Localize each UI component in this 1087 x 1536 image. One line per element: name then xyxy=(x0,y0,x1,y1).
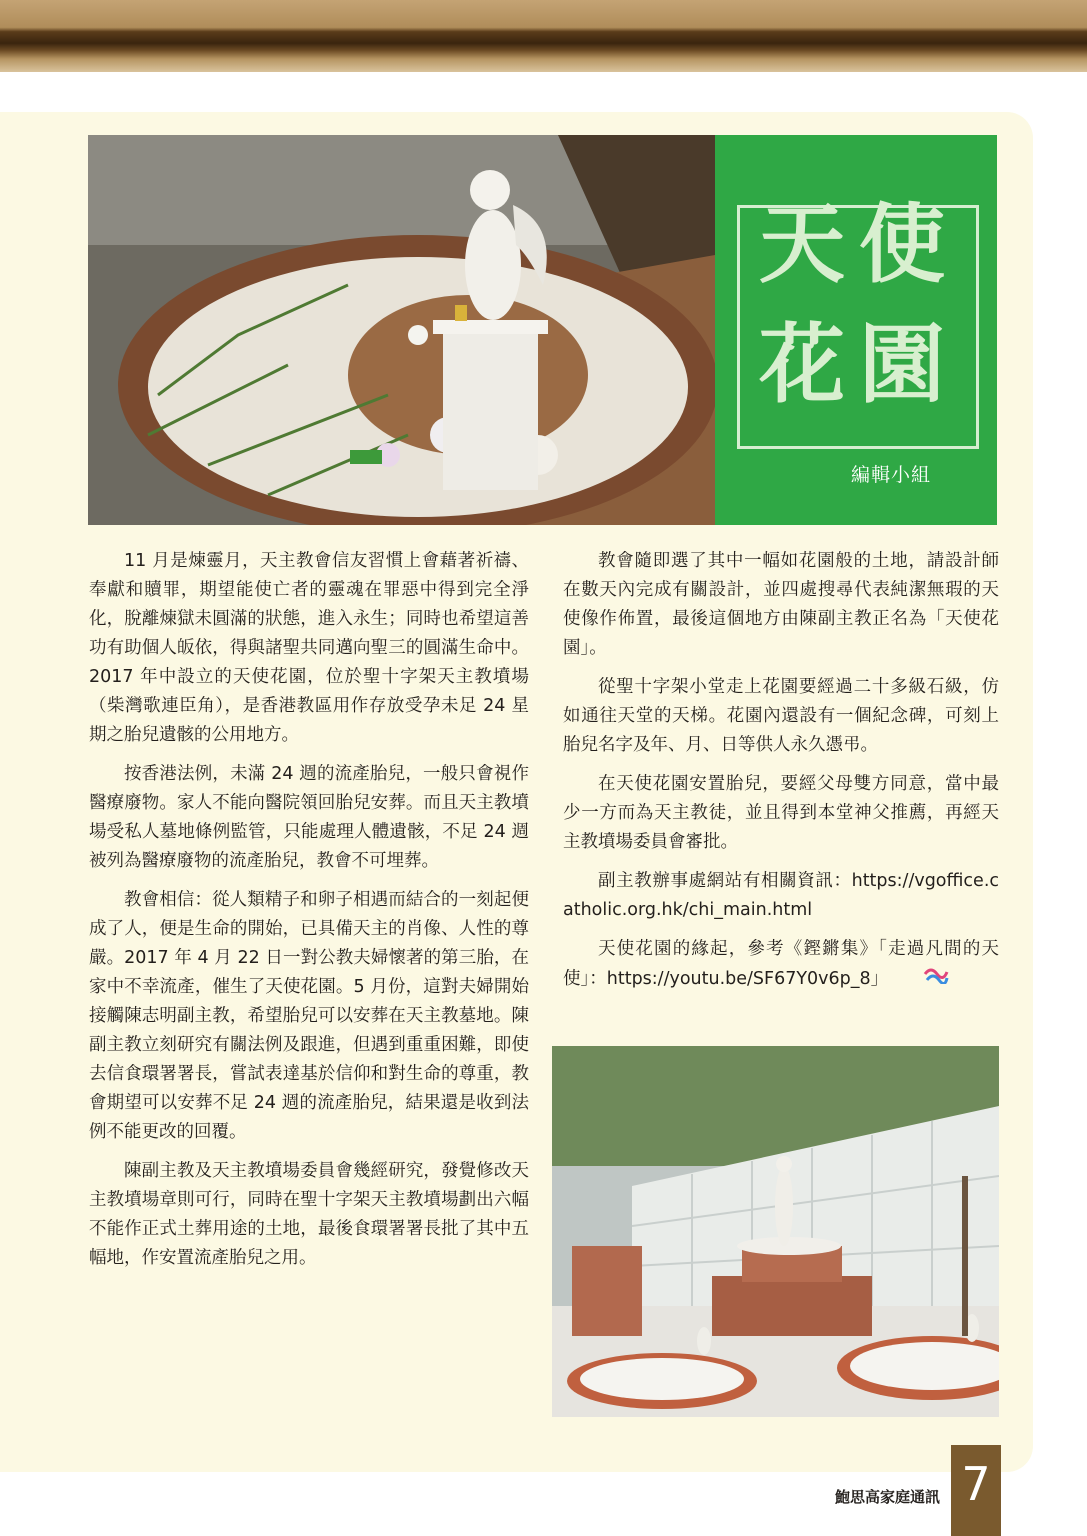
paragraph: 陳副主教及天主教墳場委員會幾經研究，發覺修改天主教墳場章則可行，同時在聖十字架天主教墳場劃出六幅不能作正式土葬用途的土地，最後食環署署長批了其中五幅地，作安置流產胎兒之用。 xyxy=(89,1161,529,1268)
paragraph: 教會隨即選了其中一幅如花園般的土地，請設計師在數天內完成有關設計，並四處搜尋代表純潔無瑕的天使像作佈置，最後這個地方由陳副主教正名為「天使花園」。 xyxy=(563,551,999,658)
paragraph-link xyxy=(563,935,999,994)
angel-statue-photo xyxy=(88,135,715,525)
paragraph: 在天使花園安置胎兒，要經父母雙方同意，當中最少一方而為天主教徒，並且得到本堂神父推薦，再經天主教墳場委員會審批。 xyxy=(563,774,999,852)
paragraph: 教會相信：從人類精子和卵子相遇而結合的一刻起便成了人，便是生命的開始，已具備天主的肖像、人性的尊嚴。2017 年 4 月 22 日一對公教夫婦懷著的第三胎，在家中不幸流產，催生了天使花園。5 月份，這對夫婦開始接觸陳志明副主教，希望胎兒可以安葬在天主教墓地。陳副主教立刻研究有關法例及跟進，但遇到重重困難，即使去信食環署署長，嘗試表達基於信仰和對生命的尊重，教會期望可以安葬不足 24 週的流產胎兒，結果還是收到法例不能更改的回覆。 xyxy=(89,890,529,1142)
paragraph-text: 天使花園的緣起，參考《鏗鏘集》「走過凡間的天使」：https://youtu.be/SF67Y0v6p_8」 xyxy=(563,939,999,989)
publication-name: 鮑思高家庭通訊 xyxy=(835,1488,941,1506)
paragraph: 按香港法例，未滿 24 週的流產胎兒，一般只會視作醫療廢物。家人不能向醫院領回胎兒安葬。而且天主教墳場受私人墓地條例監管，只能處理人體遺骸，不足 24 週被列為醫療廢物的流產胎兒，教會不可埋葬。 xyxy=(89,764,529,871)
page-number: 7 xyxy=(961,1457,991,1511)
paragraph: 11 月是煉靈月，天主教會信友習慣上會藉著祈禱、奉獻和贖罪，期望能使亡者的靈魂在罪惡中得到完全淨化，脫離煉獄未圓滿的狀態，進入永生；同時也希望這善功有助個人皈依，得與諸聖共同邁向聖三的圓滿生命中。2017 年中設立的天使花園，位於聖十字架天主教墳場（柴灣歌連臣角），是香港教區用作存放受孕未足 24 星期之胎兒遺骸的公用地方。 xyxy=(89,551,529,745)
article-right-column xyxy=(563,547,999,1004)
article-left-column xyxy=(89,547,529,1283)
title-line-2: 花園 xyxy=(759,315,959,415)
paragraph-link: 副主教辦事處網站有相關資訊：https://vgoffice.catholic.org.hk/chi_main.html xyxy=(563,871,999,920)
memorial-garden-photo xyxy=(552,1046,999,1417)
paragraph: 從聖十字架小堂走上花園要經過二十多級石級，仿如通往天堂的天梯。花園內還設有一個紀念碑，可刻上胎兒名字及年、月、日等供人永久憑弔。 xyxy=(563,677,999,755)
title-block xyxy=(715,135,997,525)
decorative-swirl-icon xyxy=(888,964,949,994)
page-number-box xyxy=(951,1445,1001,1536)
title-line-1: 天使 xyxy=(759,195,959,295)
header-band xyxy=(0,0,1087,72)
byline: 編輯小組 xyxy=(850,464,931,486)
